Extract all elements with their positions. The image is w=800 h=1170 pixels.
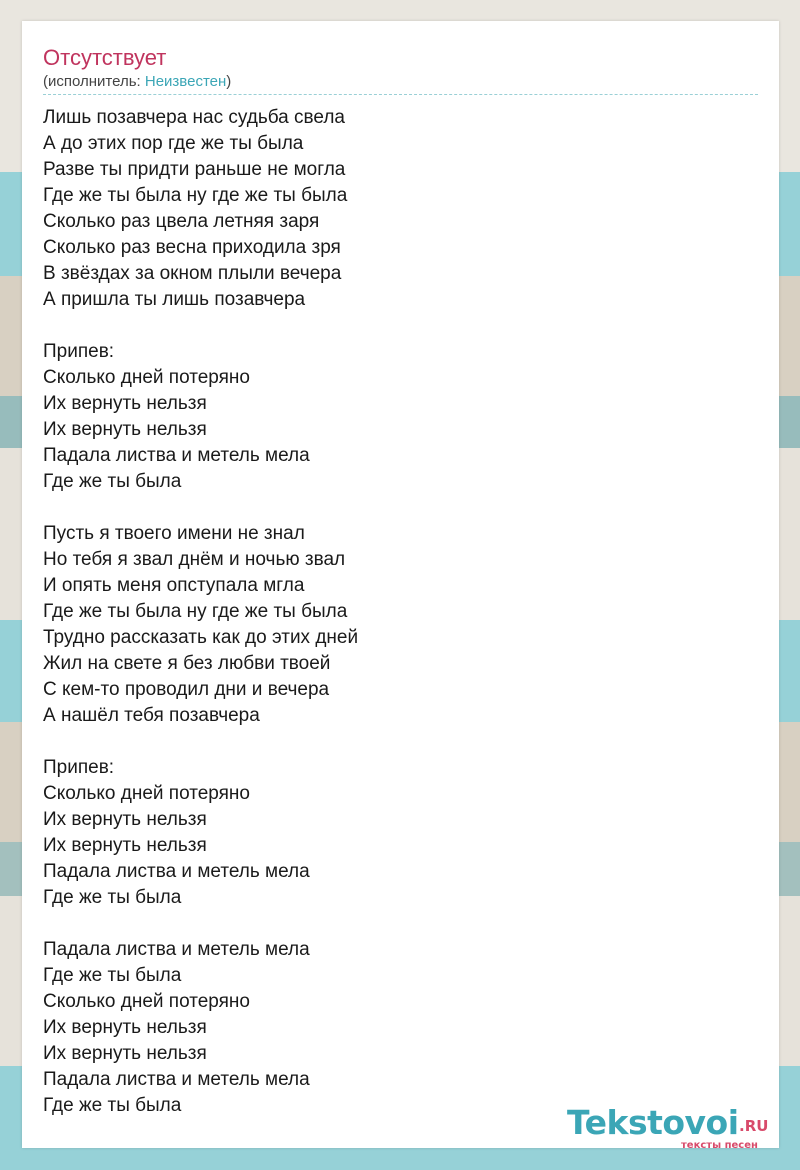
lyrics-blank-line xyxy=(43,911,358,937)
lyrics-line: Где же ты была xyxy=(43,471,182,492)
lyrics-line: А до этих пор где же ты была xyxy=(43,133,304,154)
lyrics-line: Разве ты придти раньше не могла xyxy=(43,159,346,180)
logo-domain: .RU xyxy=(739,1117,769,1135)
lyrics-line: Сколько раз весна приходила зря xyxy=(43,237,341,258)
lyrics-line: И опять меня опступала мгла xyxy=(43,575,305,596)
lyrics-line: Сколько дней потеряно xyxy=(43,367,250,388)
lyrics-line: Их вернуть нельзя xyxy=(43,1017,207,1038)
logo-wordmark: Tekstovoi xyxy=(567,1103,739,1142)
lyrics-line: Припев: xyxy=(43,757,115,778)
lyrics-line: Их вернуть нельзя xyxy=(43,1043,207,1064)
lyrics-line: Жил на свете я без любви твоей xyxy=(43,653,331,674)
lyrics-line: Где же ты была ну где же ты была xyxy=(43,601,348,622)
artist-suffix: ) xyxy=(226,73,232,90)
lyrics-line: Падала листва и метель мела xyxy=(43,861,310,882)
lyrics-line: Где же ты была xyxy=(43,1095,182,1116)
lyrics-line: Где же ты была xyxy=(43,965,182,986)
artist-line xyxy=(43,73,231,91)
lyrics-blank-line xyxy=(43,495,358,521)
lyrics-line: Падала листва и метель мела xyxy=(43,939,310,960)
lyrics-line: А нашёл тебя позавчера xyxy=(43,705,260,726)
lyrics-line: Припев: xyxy=(43,341,115,362)
lyrics-line: С кем-то проводил дни и вечера xyxy=(43,679,330,700)
lyrics-line: В звёздах за окном плыли вечера xyxy=(43,263,342,284)
lyrics-line: Сколько дней потеряно xyxy=(43,783,250,804)
lyrics-text xyxy=(43,105,358,1119)
lyrics-line: Сколько раз цвела летняя заря xyxy=(43,211,320,232)
lyrics-line: Их вернуть нельзя xyxy=(43,419,207,440)
lyrics-line: Где же ты была xyxy=(43,887,182,908)
lyrics-line: Где же ты была ну где же ты была xyxy=(43,185,348,206)
artist-prefix: (исполнитель: xyxy=(43,73,145,90)
lyrics-line: Трудно рассказать как до этих дней xyxy=(43,627,359,648)
lyrics-card xyxy=(22,21,779,1151)
lyrics-line: Их вернуть нельзя xyxy=(43,393,207,414)
lyrics-line: Их вернуть нельзя xyxy=(43,809,207,830)
lyrics-line: Лишь позавчера нас судьба свела xyxy=(43,107,345,128)
lyrics-line: Сколько дней потеряно xyxy=(43,991,250,1012)
logo-tagline: тексты песен xyxy=(681,1140,758,1151)
artist-name-link[interactable]: Неизвестен xyxy=(144,73,227,90)
site-logo[interactable] xyxy=(567,1103,777,1153)
lyrics-line: Падала листва и метель мела xyxy=(43,445,310,466)
lyrics-blank-line xyxy=(43,729,358,755)
lyrics-line: Падала листва и метель мела xyxy=(43,1069,310,1090)
title-divider xyxy=(43,94,758,95)
song-title: Отсутствует xyxy=(43,45,167,70)
lyrics-line: Но тебя я звал днём и ночью звал xyxy=(43,549,346,570)
lyrics-line: Пусть я твоего имени не знал xyxy=(43,523,305,544)
lyrics-line: А пришла ты лишь позавчера xyxy=(43,289,306,310)
lyrics-line: Их вернуть нельзя xyxy=(43,835,207,856)
lyrics-blank-line xyxy=(43,313,358,339)
